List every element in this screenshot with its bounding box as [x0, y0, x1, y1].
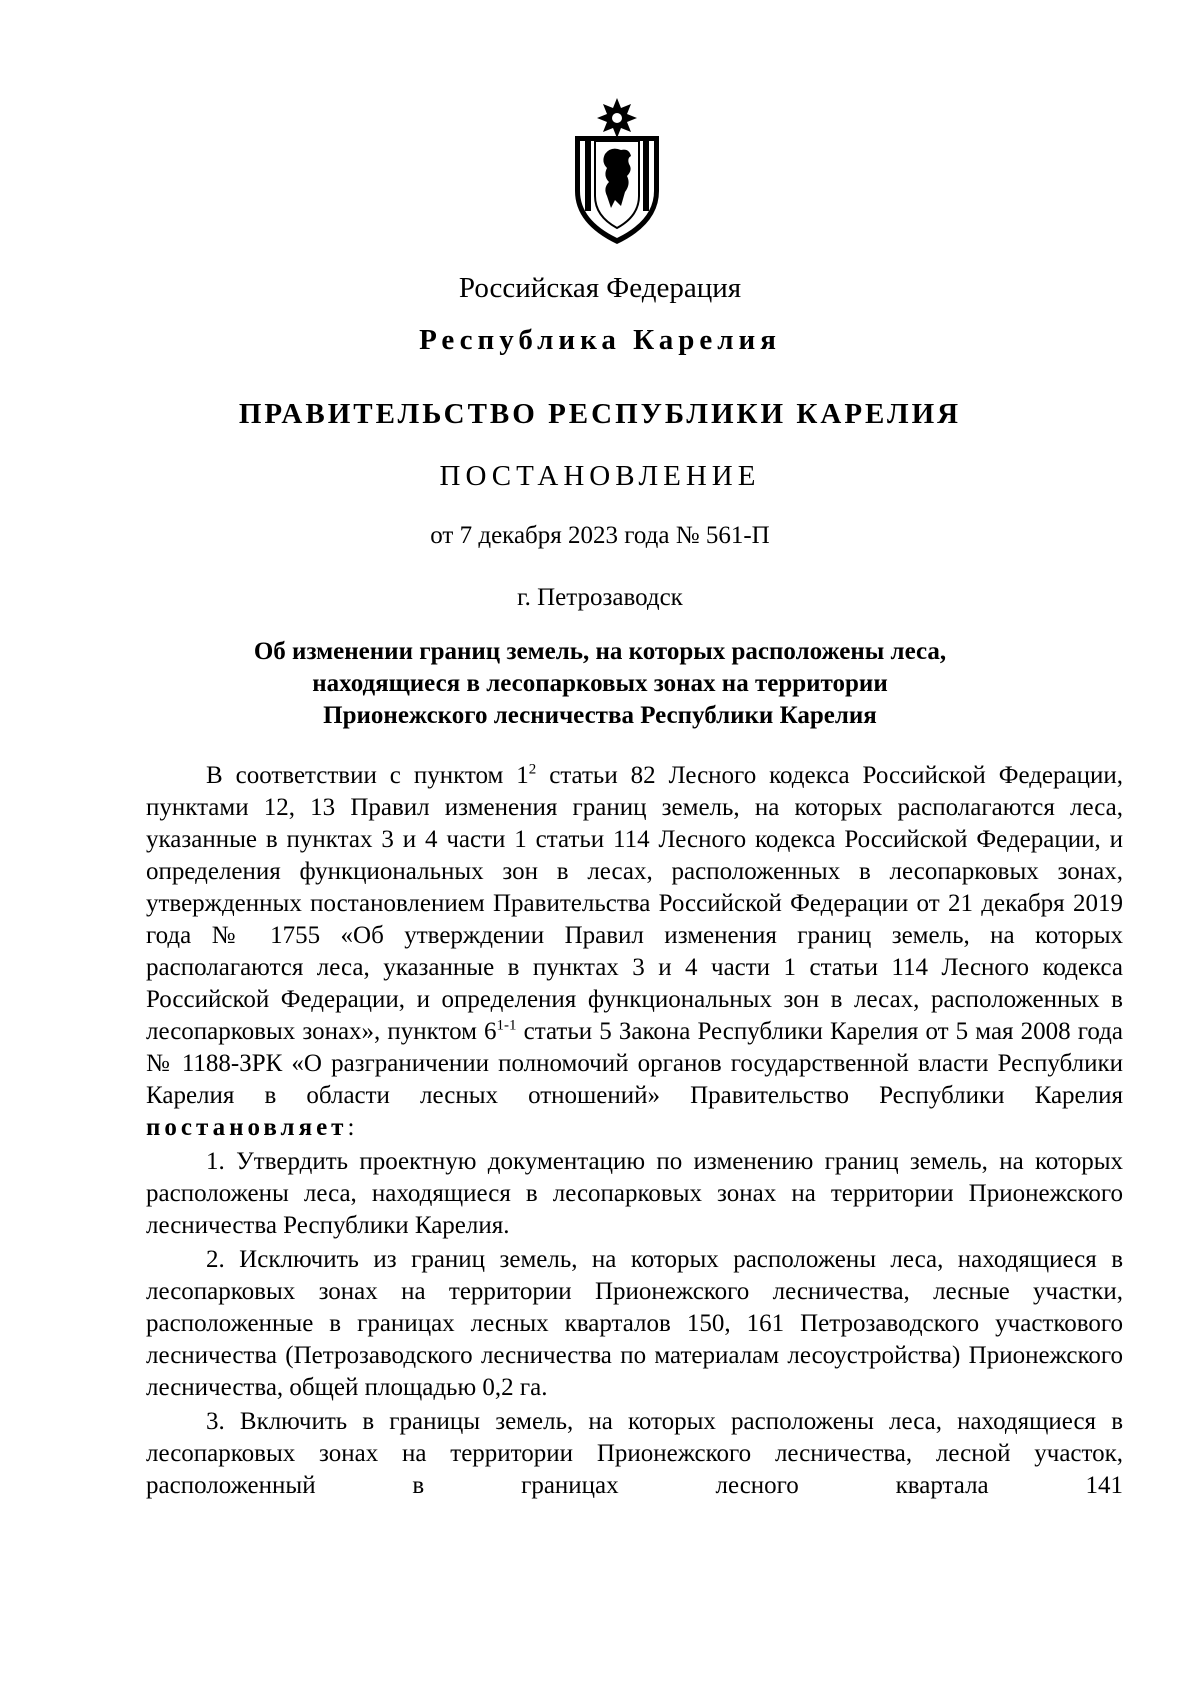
decree-item-3: 3. Включить в границы земель, на которых расположены леса, находящиеся в лесопарковых зонах на территории Прионежского лесничества, лесной участок, расположенный в границах лесного квартала 141 [146, 1408, 1123, 1499]
document-type: ПОСТАНОВЛЕНИЕ [439, 460, 761, 492]
decree-item-2: 2. Исключить из границ земель, на которых расположены леса, находящиеся в лесопарковых зонах на территории Прионежского лесничества, лесные участки, расположенные в границах лесных кварталов 150, 161 Петрозаводского участкового лесничества (Петрозаводского лесничества по материалам лесоустройства) Прионежского лесничества, общей площадью 0,2 га. [146, 1246, 1123, 1401]
republic-name: Республика Карелия [419, 324, 781, 356]
document-city: г. Петрозаводск [517, 584, 683, 611]
coat-of-arms-emblem [567, 96, 667, 246]
decree-item-1: 1. Утвердить проектную документацию по изменению границ земель, на которых расположены леса, находящиеся в лесопарковых зонах на территории Прионежского лесничества Республики Карелия. [146, 1148, 1123, 1239]
government-name: ПРАВИТЕЛЬСТВО РЕСПУБЛИКИ КАРЕЛИЯ [238, 398, 962, 430]
country-name: Российская Федерация [458, 272, 742, 304]
title-line: Прионежского лесничества Республики Карелия [323, 702, 877, 729]
preamble-text: статьи 82 Лесного кодекса Российской Федерации, пунктами 12, 13 Правил изменения границ земель, на которых располагаются леса, указанные в пунктах 3 и 4 части 1 статьи 114 Лесного кодекса Российской Федерации, и определения функциональных зон в лесах, расположенных в лесопарковых зонах, утвержденных постановлением Правительства Российской Федерации от 21 декабря 2019 года № 1755 «Об утверждении Правил изменения границ земель, на которых располагаются леса, указанные в пунктах 3 и 4 части 1 статьи 114 Лесного кодекса Российской Федерации, и определения функциональных зон в лесах, расположенных в лесопарковых зонах», пунктом 6 [146, 762, 1124, 1045]
preamble-paragraph [146, 760, 1123, 1144]
preamble-text: В соответствии с пунктом 1 [206, 762, 529, 789]
document-title [0, 636, 1200, 732]
title-line: находящиеся в лесопарковых зонах на территории [312, 670, 888, 697]
document-body [146, 760, 1123, 1502]
document-date-number: от 7 декабря 2023 года № 561-П [430, 522, 770, 549]
superscript: 1-1 [496, 1017, 517, 1034]
preamble-text: : [347, 1114, 355, 1141]
preamble-text: статьи 5 Закона Республики Карелия от 5 мая 2008 года № 1188-ЗРК «О разграничении полномочий органов государственной власти Республики Карелия в области лесных отношений» Правительство Республики Карелия [146, 1018, 1123, 1109]
title-line: Об изменении границ земель, на которых расположены леса, [253, 638, 947, 665]
superscript: 2 [528, 761, 537, 778]
star-icon [597, 98, 637, 138]
decree-word: постановляет [146, 1114, 348, 1141]
